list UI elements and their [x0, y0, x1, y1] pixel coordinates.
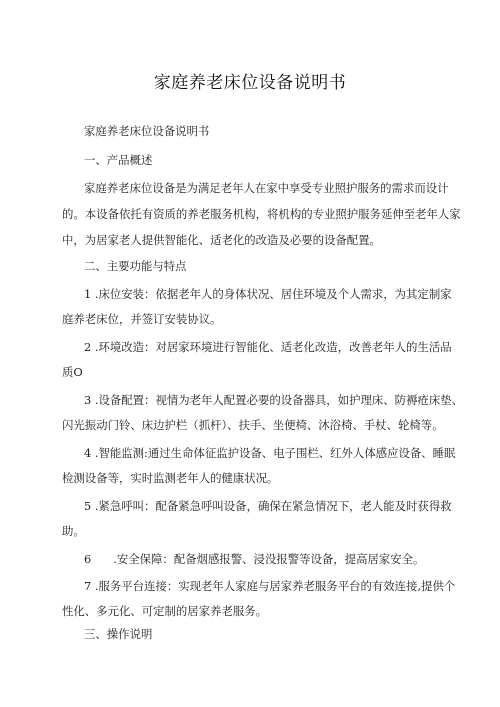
overview-line-3: 中，为居家老人提供智能化、适老化的改造及必要的设备配置。	[62, 233, 381, 247]
feature-2-number: 2	[84, 340, 92, 354]
feature-6-number: 6	[84, 552, 92, 566]
feature-3-text-1: .设备配置：视情为老年人配置必要的设备器具，如护理床、防褥疮床垫、	[94, 393, 463, 407]
feature-6-line-1	[84, 551, 424, 567]
feature-7-line-2: 性化、多元化、可定制的居家养老服务。	[62, 604, 268, 618]
feature-3-number: 3	[84, 393, 92, 407]
feature-5-number: 5	[84, 499, 92, 513]
feature-4-text-1: .智能监测:通过生命体征监护设备、电子围栏、红外人体感应设备、睡眠	[94, 446, 456, 460]
feature-2-line-1	[84, 339, 452, 355]
feature-7-number: 7	[84, 579, 92, 593]
feature-1-text-1: .床位安装：依据老年人的身体状况、居住环境及个人需求，为其定制家	[94, 287, 452, 301]
feature-3-line-1	[84, 392, 463, 408]
feature-7-line-1	[84, 578, 455, 594]
subtitle-repeat: 家庭养老床位设备说明书	[84, 124, 210, 138]
document-title: 家庭养老床位设备说明书	[153, 73, 347, 93]
feature-1-line-1	[84, 286, 452, 302]
overview-line-2: 的。本设备依托有资质的养老服务机构，将机构的专业照护服务延伸至老年人家	[62, 207, 461, 221]
feature-7-text-1: .服务平台连接：实现老年人家庭与居家养老服务平台的有效连接,提供个	[94, 579, 456, 593]
feature-6-text-1: .安全保障：配备烟感报警、浸没报警等设备，提高居家安全。	[113, 552, 425, 566]
feature-5-line-2: 助。	[62, 524, 85, 538]
section3-heading: 三、操作说明	[84, 627, 153, 641]
feature-4-line-2: 检测设备等，实时监测老年人的健康状况。	[62, 471, 279, 485]
section1-heading: 一、产品概述	[84, 153, 153, 167]
feature-4-number: 4	[84, 446, 92, 460]
feature-5-line-1	[84, 498, 452, 514]
feature-1-number: 1	[84, 287, 92, 301]
feature-5-text-1: .紧急呼叫：配备紧急呼叫设备，确保在紧急情况下，老人能及时获得救	[94, 499, 452, 513]
feature-2-text-1: .环境改造：对居家环境进行智能化、适老化改造，改善老年人的生活品	[94, 340, 452, 354]
feature-3-line-2: 闪光振动门铃、床边护栏（抓杆）、扶手、坐便椅、沐浴椅、手杖、轮椅等。	[62, 418, 444, 432]
feature-2-line-2: 质O	[62, 365, 83, 379]
section2-heading: 二、主要功能与特点	[84, 259, 187, 273]
overview-line-1: 家庭养老床位设备是为满足老年人在家中享受专业照护服务的需求而设计	[84, 181, 449, 195]
feature-1-line-2: 庭养老床位，并签订安装协议。	[62, 312, 222, 326]
feature-4-line-1	[84, 445, 455, 461]
